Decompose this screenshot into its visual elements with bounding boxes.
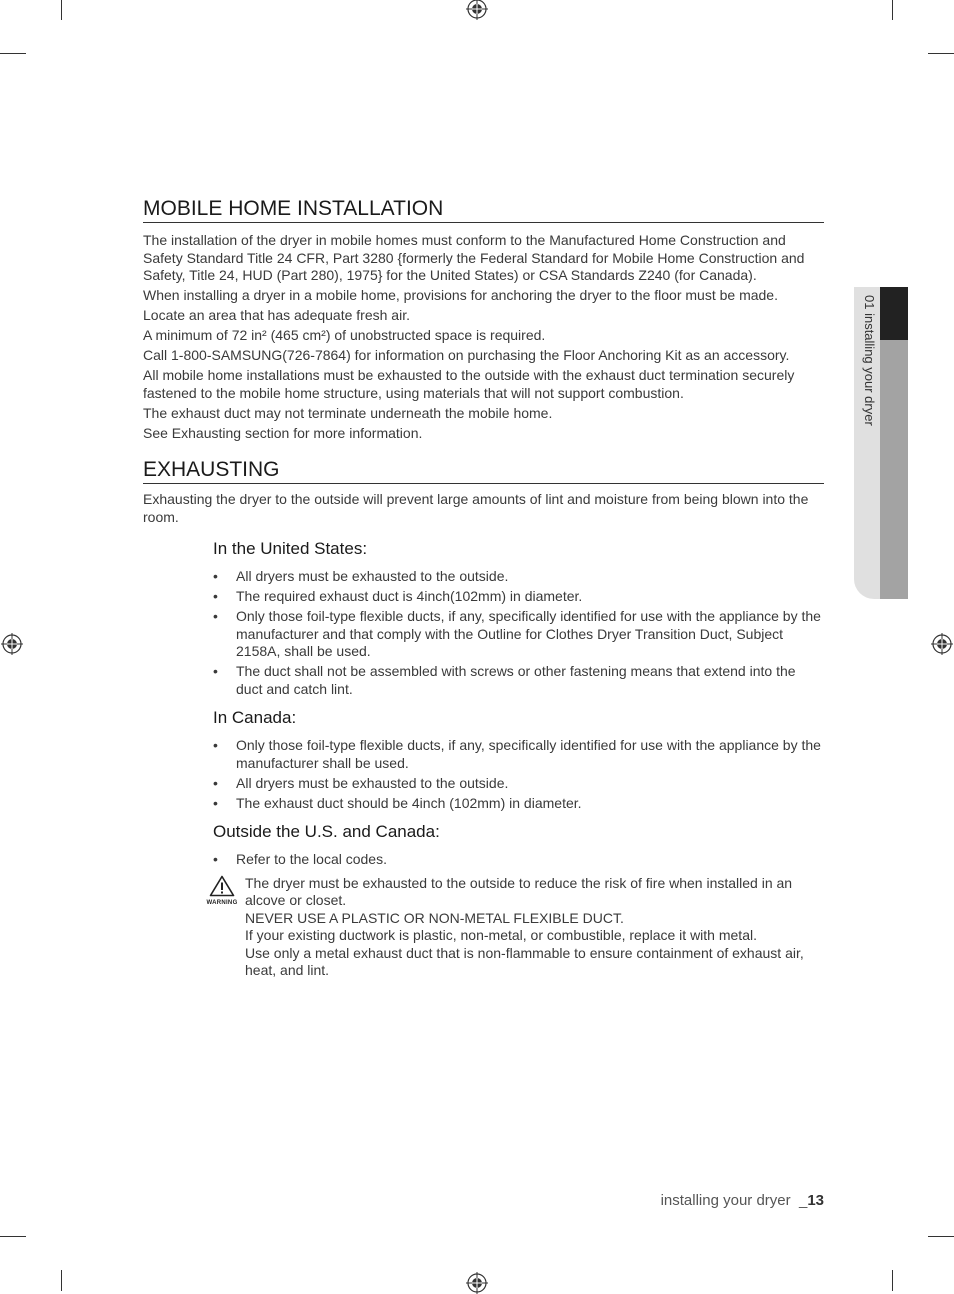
paragraph: Call 1-800-SAMSUNG(726-7864) for information on purchasing the Floor Anchoring Kit as an accessory. [143,347,790,363]
list-item: • All dryers must be exhausted to the outside. [213,774,509,791]
footer-text: installing your dryer _ [660,1192,808,1209]
side-tab-label: 01 installing your dryer [862,295,877,426]
crop-mark [61,1270,62,1291]
warning-text [245,875,824,980]
subsection-heading-us: In the United States: [213,539,368,558]
paragraph: The exhaust duct may not terminate underneath the mobile home. [143,404,553,421]
mobile-home-body [143,232,824,442]
section-title-exhausting: EXHAUSTING [143,458,824,484]
paragraph: A minimum of 72 in² (465 cm²) of unobstructed space is required. [143,327,546,343]
paragraph: All mobile home installations must be exhausted to the outside with the exhaust duct termination securely fastened to the mobile home structure, using materials that will not support combustion. [143,367,795,401]
list-item: • Only those foil-type flexible ducts, if any, specifically identified for use with the appliance by the manufacturer shall be used. [213,737,821,771]
list-item: • The duct shall not be assembled with screws or other fastening means that extend into the duct and catch lint. [213,663,796,697]
warning-label: WARNING [206,899,238,906]
crop-mark [928,53,954,54]
subsection-heading-canada: In Canada: [213,708,297,727]
list-item: • The required exhaust duct is 4inch(102mm) in diameter. [213,588,583,604]
list-item: • All dryers must be exhausted to the outside. [213,568,509,584]
list-item: • Only those foil-type flexible ducts, if any, specifically identified for use with the appliance by the manufacturer and that comply with the Outline for Clothes Dryer Transition Duct, Subject 2158A, shall be used. [213,608,821,659]
us-list [213,568,824,698]
outside-list [213,851,824,869]
paragraph: See Exhausting section for more information. [143,424,423,441]
list-item: • The exhaust duct should be 4inch (102mm) in diameter. [213,794,582,811]
exhausting-intro: Exhausting the dryer to the outside will prevent large amounts of lint and moisture from being blown into the room. [143,491,809,525]
paragraph: When installing a dryer in a mobile home, provisions for anchoring the dryer to the floor must be made. [143,287,778,303]
canada-list [213,737,824,812]
section-title-mobile-home: MOBILE HOME INSTALLATION [143,197,824,223]
crop-mark [0,53,26,54]
paragraph: The installation of the dryer in mobile homes must conform to the Manufactured Home Construction and Safety Standard Title 24 CFR, Part 3280 {formerly the Federal Standard for Mobile Home Construction and Safety, Title 24, HUD (Part 280), 1975} for the United States) or CSA Standards Z240 (for Canada). [143,232,805,283]
registration-mark-icon [931,633,953,655]
page-number: 13 [807,1192,824,1209]
warning-box [206,874,824,980]
side-tab-black-marker [880,287,908,340]
crop-mark [892,1270,893,1291]
registration-mark-icon [466,0,488,20]
canada-subsection [213,708,824,812]
page-content [143,197,824,980]
registration-mark-icon [1,633,23,655]
warning-line: If your existing ductwork is plastic, non-metal, or combustible, replace it with metal. [245,927,757,943]
crop-mark [928,1236,954,1237]
crop-mark [61,0,62,20]
paragraph: Locate an area that has adequate fresh air. [143,307,410,323]
us-subsection [213,539,824,698]
page-footer [661,1192,824,1209]
crop-mark [892,0,893,20]
outside-subsection [206,822,824,980]
warning-line: Use only a metal exhaust duct that is non-flammable to ensure containment of exhaust air, heat, and lint. [245,944,804,978]
list-item: • Refer to the local codes. [213,851,387,867]
crop-mark [0,1236,26,1237]
chapter-side-tab [854,287,908,599]
warning-icon [204,875,240,906]
subsection-heading-outside: Outside the U.S. and Canada: [213,822,440,841]
warning-line: The dryer must be exhausted to the outside to reduce the risk of fire when installed in an alcove or closet. [245,874,793,908]
warning-line: NEVER USE A PLASTIC OR NON-METAL FLEXIBLE DUCT. [245,909,624,926]
